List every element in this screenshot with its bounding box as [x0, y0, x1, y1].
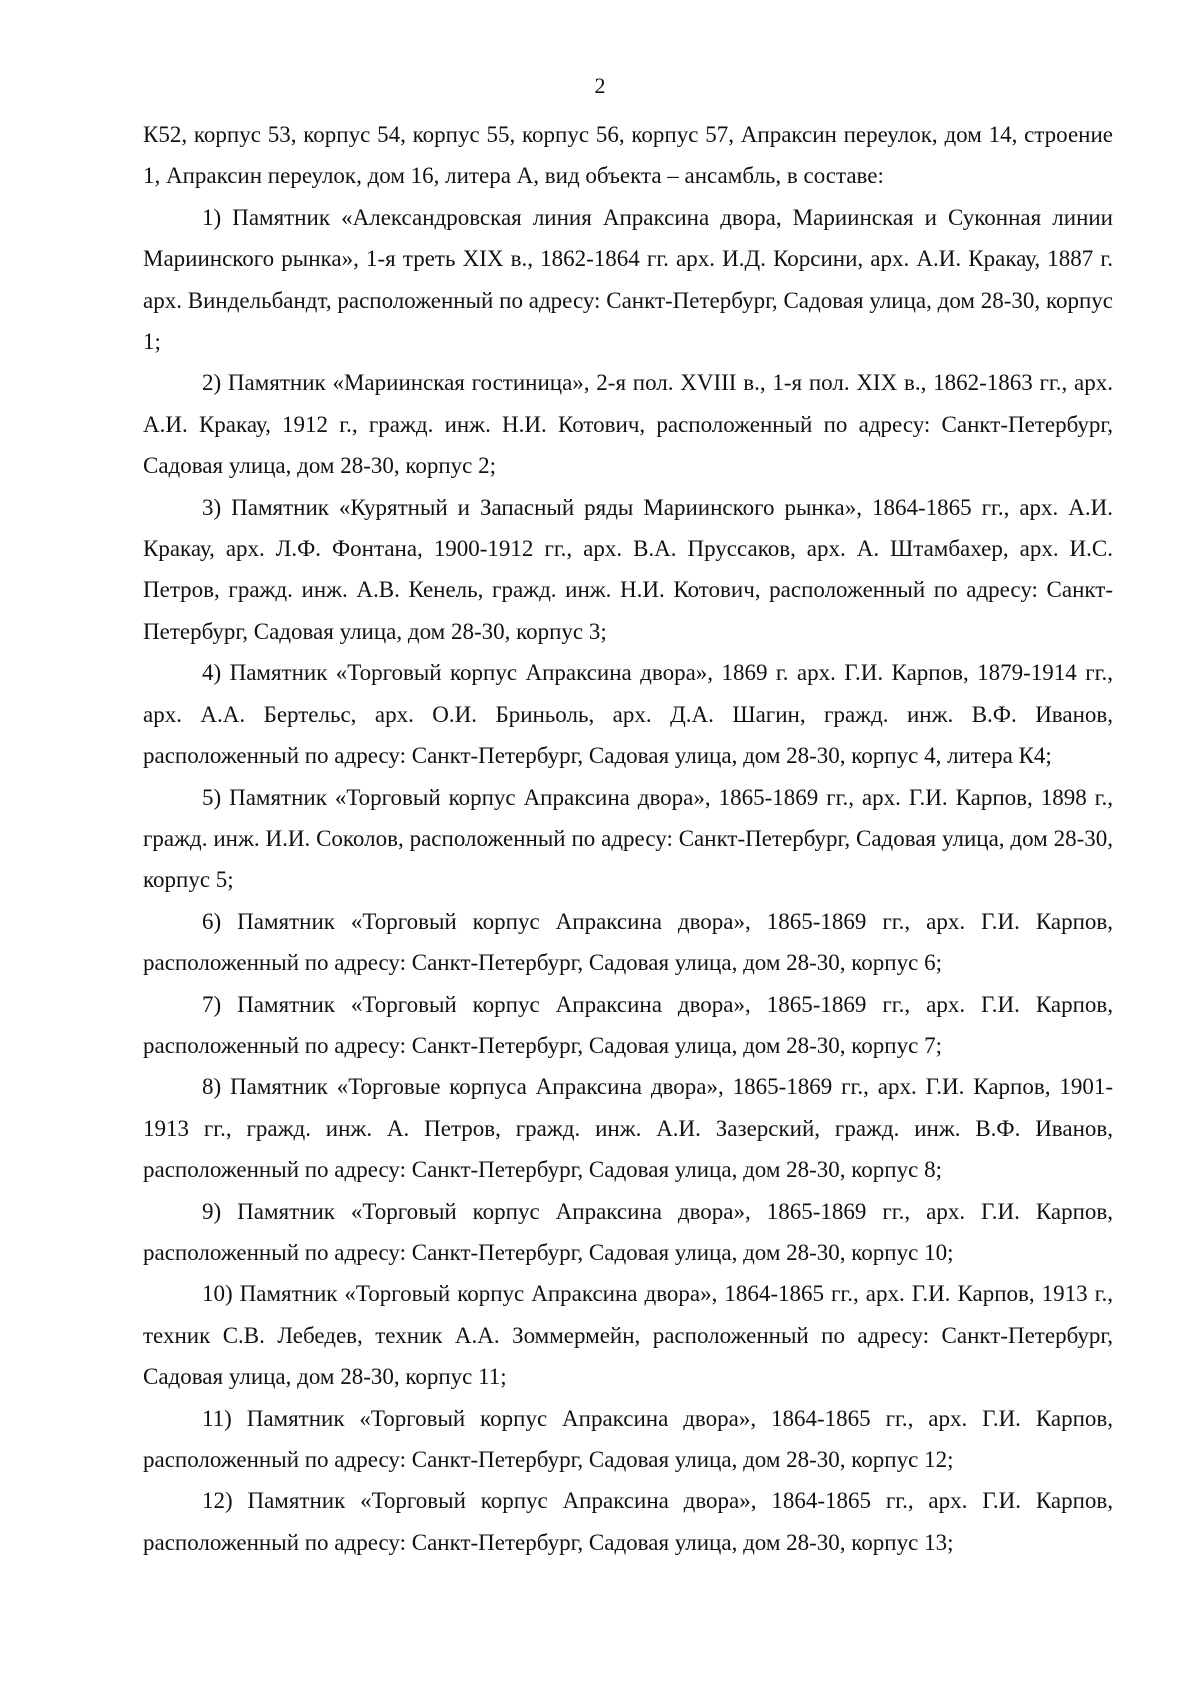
list-item-7: 7) Памятник «Торговый корпус Апраксина двора», 1865-1869 гг., арх. Г.И. Карпов, расположенный по адресу: Санкт-Петербург, Садовая улица, дом 28-30, корпус 7;	[143, 991, 1113, 1058]
page-number: 2	[594, 73, 606, 98]
list-item-12: 12) Памятник «Торговый корпус Апраксина двора», 1864-1865 гг., арх. Г.И. Карпов, расположенный по адресу: Санкт-Петербург, Садовая улица, дом 28-30, корпус 13;	[143, 1488, 1113, 1555]
list-item-11: 11) Памятник «Торговый корпус Апраксина двора», 1864-1865 гг., арх. Г.И. Карпов, расположенный по адресу: Санкт-Петербург, Садовая улица, дом 28-30, корпус 12;	[143, 1405, 1113, 1472]
list-item-1: 1) Памятник «Александровская линия Апраксина двора, Мариинская и Суконная линии Мариинского рынка», 1-я треть XIX в., 1862-1864 гг. арх. И.Д. Корсини, арх. А.И. Кракау, 1887 г. арх. Виндельбандт, расположенный по адресу: Санкт-Петербург, Садовая улица, дом 28-30, корпус 1;	[143, 204, 1113, 355]
list-item-5: 5) Памятник «Торговый корпус Апраксина двора», 1865-1869 гг., арх. Г.И. Карпов, 1898 г., гражд. инж. И.И. Соколов, расположенный по адресу: Санкт-Петербург, Садовая улица, дом 28-30, корпус 5;	[143, 784, 1113, 893]
list-item-9: 9) Памятник «Торговый корпус Апраксина двора», 1865-1869 гг., арх. Г.И. Карпов, расположенный по адресу: Санкт-Петербург, Садовая улица, дом 28-30, корпус 10;	[143, 1198, 1113, 1265]
list-item-10: 10) Памятник «Торговый корпус Апраксина двора», 1864-1865 гг., арх. Г.И. Карпов, 1913 г., техник С.В. Лебедев, техник А.А. Зоммермейн, расположенный по адресу: Санкт-Петербург, Садовая улица, дом 28-30, корпус 11;	[143, 1281, 1113, 1390]
document-body	[143, 114, 1113, 1563]
list-item-6: 6) Памятник «Торговый корпус Апраксина двора», 1865-1869 гг., арх. Г.И. Карпов, расположенный по адресу: Санкт-Петербург, Садовая улица, дом 28-30, корпус 6;	[143, 908, 1113, 976]
list-item-2: 2) Памятник «Мариинская гостиница», 2-я пол. XVIII в., 1-я пол. XIX в., 1862-1863 гг., арх. А.И. Кракау, 1912 г., гражд. инж. Н.И. Котович, расположенный по адресу: Санкт-Петербург, Садовая улица, дом 28-30, корпус 2;	[143, 370, 1113, 479]
list-item-8: 8) Памятник «Торговые корпуса Апраксина двора», 1865-1869 гг., арх. Г.И. Карпов, 1901-1913 гг., гражд. инж. А. Петров, гражд. инж. А.И. Зазерский, гражд. инж. В.Ф. Иванов, расположенный по адресу: Санкт-Петербург, Садовая улица, дом 28-30, корпус 8;	[143, 1074, 1113, 1183]
paragraph-continuation: К52, корпус 53, корпус 54, корпус 55, корпус 56, корпус 57, Апраксин переулок, дом 14, строение 1, Апраксин переулок, дом 16, литера А, вид объекта – ансамбль, в составе:	[143, 122, 1113, 189]
list-item-3: 3) Памятник «Курятный и Запасный ряды Мариинского рынка», 1864-1865 гг., арх. А.И. Кракау, арх. Л.Ф. Фонтана, 1900-1912 гг., арх. В.А. Пруссаков, арх. А. Штамбахер, арх. И.С. Петров, гражд. инж. А.В. Кенель, гражд. инж. Н.И. Котович, расположенный по адресу: Санкт-Петербург, Садовая улица, дом 28-30, корпус 3;	[143, 494, 1113, 644]
list-item-4: 4) Памятник «Торговый корпус Апраксина двора», 1869 г. арх. Г.И. Карпов, 1879-1914 гг., арх. А.А. Бертельс, арх. О.И. Бриньоль, арх. Д.А. Шагин, гражд. инж. В.Ф. Иванов, расположенный по адресу: Санкт-Петербург, Садовая улица, дом 28-30, корпус 4, литера К4;	[143, 660, 1113, 769]
